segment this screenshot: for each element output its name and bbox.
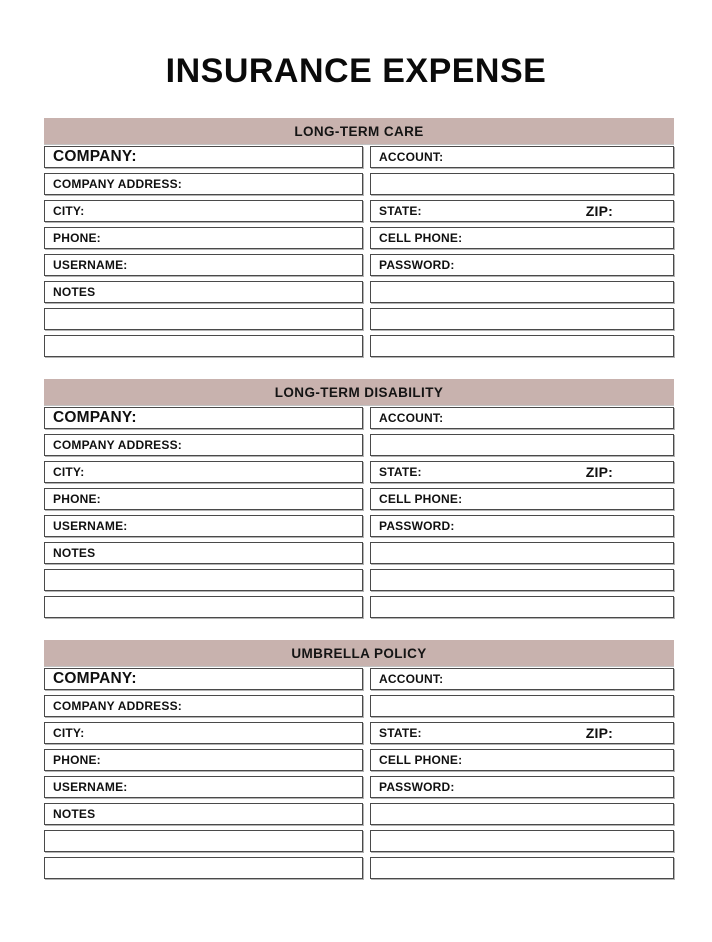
company-label: COMPANY:: [53, 409, 137, 426]
field-password[interactable]: [370, 776, 674, 798]
section-header-label: UMBRELLA POLICY: [291, 645, 427, 661]
section-header: [44, 379, 674, 405]
section-header-label: LONG-TERM DISABILITY: [274, 384, 444, 400]
field-company-address[interactable]: [44, 695, 363, 717]
field-city[interactable]: [44, 722, 363, 744]
field-address-line-2[interactable]: [370, 173, 674, 195]
field-company-address[interactable]: [44, 434, 363, 456]
field-cell-phone[interactable]: [370, 227, 674, 249]
field-password[interactable]: [370, 515, 674, 537]
field-notes[interactable]: [44, 542, 363, 564]
section-header-label: LONG-TERM CARE: [294, 123, 424, 139]
field-phone[interactable]: [44, 749, 363, 771]
field-username[interactable]: [44, 776, 363, 798]
blank-line-left[interactable]: [44, 308, 363, 330]
notes-label: NOTES: [53, 807, 96, 821]
city-label: CITY:: [53, 204, 85, 218]
account-label: ACCOUNT:: [379, 411, 444, 425]
field-company-address[interactable]: [44, 173, 363, 195]
section-umbrella-policy: [44, 640, 674, 879]
city-label: CITY:: [53, 465, 85, 479]
field-state-zip[interactable]: [370, 722, 674, 744]
notes-line-right[interactable]: [370, 803, 674, 825]
phone-label: PHONE:: [53, 753, 101, 767]
cell-phone-label: CELL PHONE:: [379, 231, 463, 245]
company-label: COMPANY:: [53, 670, 137, 687]
notes-line-right[interactable]: [370, 542, 674, 564]
field-grid: [44, 146, 674, 357]
phone-label: PHONE:: [53, 231, 101, 245]
password-label: PASSWORD:: [379, 258, 455, 272]
field-phone[interactable]: [44, 488, 363, 510]
section-long-term-care: [44, 118, 674, 357]
field-address-line-2[interactable]: [370, 695, 674, 717]
username-label: USERNAME:: [53, 780, 128, 794]
field-company[interactable]: [44, 146, 363, 168]
blank-line-right[interactable]: [370, 596, 674, 618]
form-content: [0, 118, 712, 879]
notes-line-right[interactable]: [370, 281, 674, 303]
zip-label: ZIP:: [585, 725, 613, 741]
field-state-zip[interactable]: [370, 461, 674, 483]
state-label: STATE:: [379, 726, 422, 740]
phone-label: PHONE:: [53, 492, 101, 506]
notes-label: NOTES: [53, 546, 96, 560]
zip-label: ZIP:: [585, 203, 613, 219]
field-notes[interactable]: [44, 803, 363, 825]
field-account[interactable]: [370, 668, 674, 690]
section-long-term-disability: [44, 379, 674, 618]
section-header: [44, 640, 674, 666]
zip-label: ZIP:: [585, 464, 613, 480]
company-label: COMPANY:: [53, 148, 137, 165]
field-state-zip[interactable]: [370, 200, 674, 222]
field-username[interactable]: [44, 254, 363, 276]
username-label: USERNAME:: [53, 258, 128, 272]
state-label: STATE:: [379, 204, 422, 218]
field-cell-phone[interactable]: [370, 749, 674, 771]
blank-line-left[interactable]: [44, 830, 363, 852]
cell-phone-label: CELL PHONE:: [379, 753, 463, 767]
city-label: CITY:: [53, 726, 85, 740]
field-grid: [44, 407, 674, 618]
section-header: [44, 118, 674, 144]
field-account[interactable]: [370, 407, 674, 429]
field-company[interactable]: [44, 668, 363, 690]
password-label: PASSWORD:: [379, 519, 455, 533]
field-phone[interactable]: [44, 227, 363, 249]
field-cell-phone[interactable]: [370, 488, 674, 510]
account-label: ACCOUNT:: [379, 150, 444, 164]
field-address-line-2[interactable]: [370, 434, 674, 456]
blank-line-left[interactable]: [44, 335, 363, 357]
blank-line-left[interactable]: [44, 569, 363, 591]
field-username[interactable]: [44, 515, 363, 537]
account-label: ACCOUNT:: [379, 672, 444, 686]
blank-line-left[interactable]: [44, 596, 363, 618]
blank-line-right[interactable]: [370, 308, 674, 330]
field-city[interactable]: [44, 461, 363, 483]
password-label: PASSWORD:: [379, 780, 455, 794]
field-company[interactable]: [44, 407, 363, 429]
blank-line-left[interactable]: [44, 857, 363, 879]
page-title: INSURANCE EXPENSE: [165, 52, 547, 90]
blank-line-right[interactable]: [370, 569, 674, 591]
field-account[interactable]: [370, 146, 674, 168]
company-address-label: COMPANY ADDRESS:: [53, 177, 182, 191]
blank-line-right[interactable]: [370, 335, 674, 357]
company-address-label: COMPANY ADDRESS:: [53, 438, 182, 452]
username-label: USERNAME:: [53, 519, 128, 533]
company-address-label: COMPANY ADDRESS:: [53, 699, 182, 713]
cell-phone-label: CELL PHONE:: [379, 492, 463, 506]
notes-label: NOTES: [53, 285, 96, 299]
field-city[interactable]: [44, 200, 363, 222]
field-password[interactable]: [370, 254, 674, 276]
state-label: STATE:: [379, 465, 422, 479]
blank-line-right[interactable]: [370, 857, 674, 879]
field-grid: [44, 668, 674, 879]
field-notes[interactable]: [44, 281, 363, 303]
blank-line-right[interactable]: [370, 830, 674, 852]
